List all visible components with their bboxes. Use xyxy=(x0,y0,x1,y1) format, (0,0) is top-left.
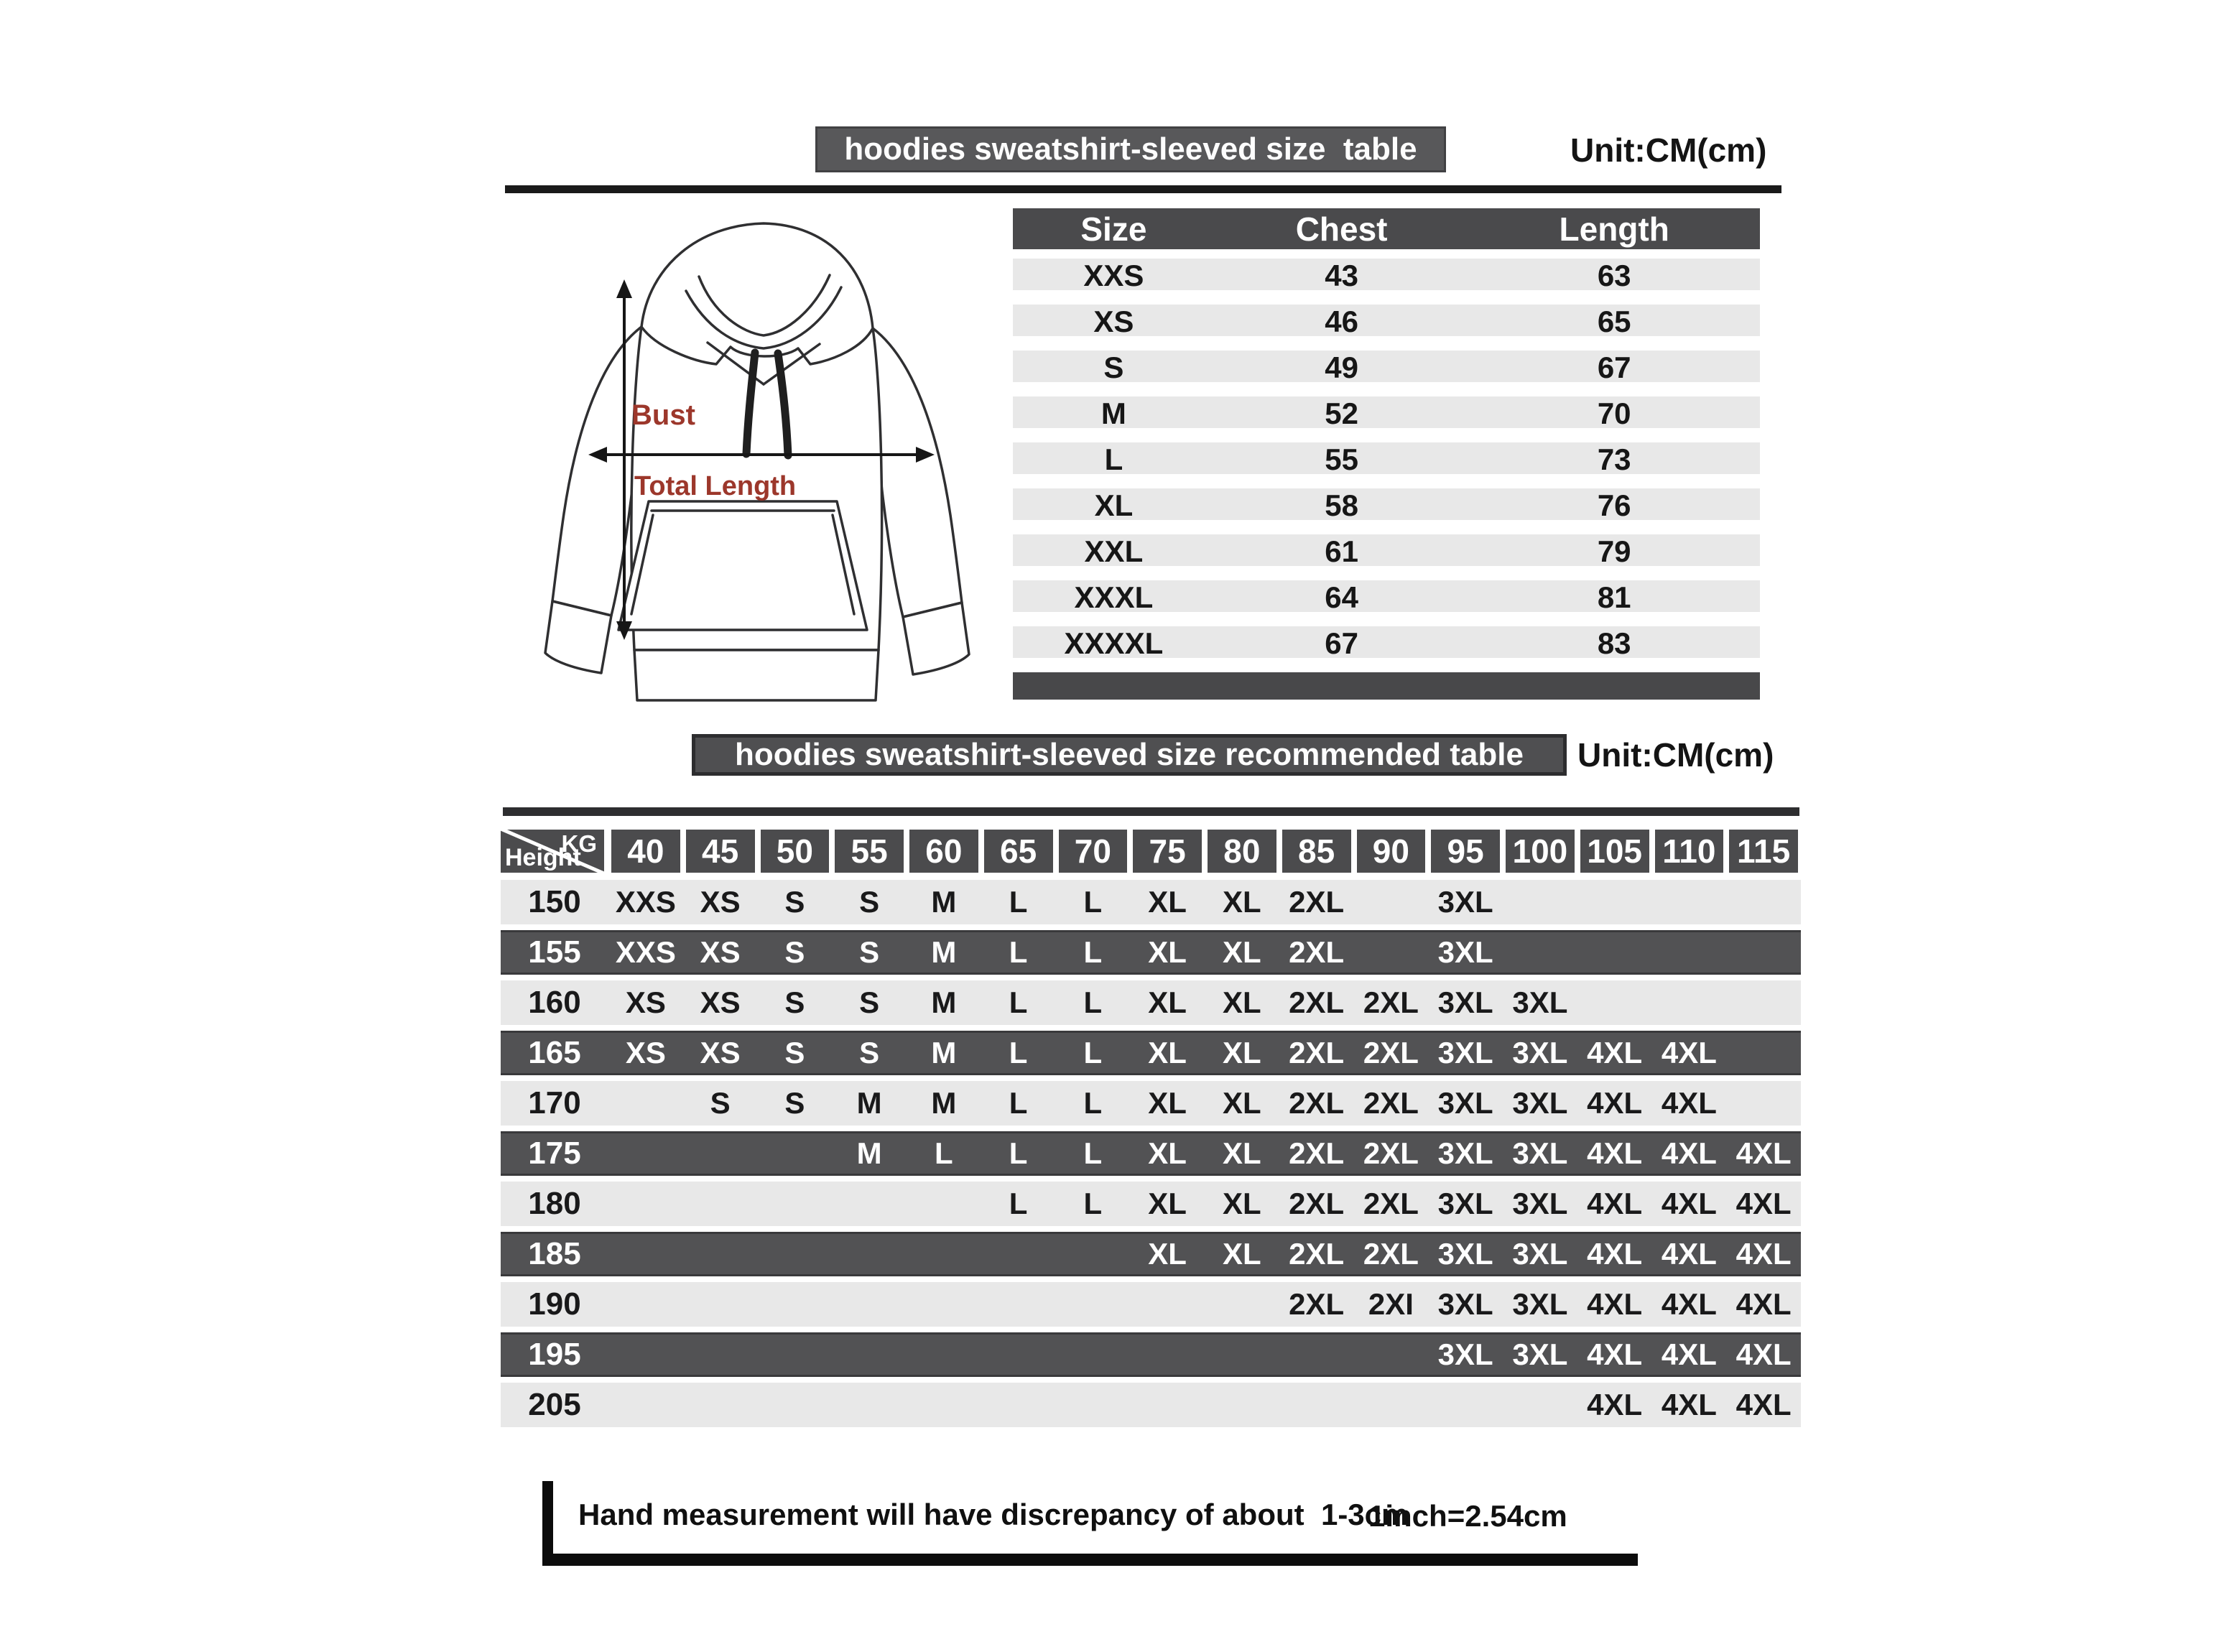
size-table-row xyxy=(1013,488,1760,520)
kg-column-header: 100 xyxy=(1506,830,1575,873)
kg-column-header: 45 xyxy=(686,830,755,873)
recommend-row xyxy=(501,1131,1801,1176)
recommend-size-cell: XL xyxy=(1148,1136,1187,1170)
recommend-size-cell: 2XL xyxy=(1289,1036,1345,1069)
recommend-size-cell: L xyxy=(1009,985,1028,1019)
kg-label: KG xyxy=(561,830,597,857)
kg-column-header: 65 xyxy=(984,830,1053,873)
length-cell: 76 xyxy=(1597,488,1631,522)
chest-cell: 58 xyxy=(1325,488,1358,522)
recommend-size-cell: L xyxy=(1009,1086,1028,1120)
size-cell: XXXXL xyxy=(1064,626,1164,660)
kg-column-header: 60 xyxy=(909,830,978,873)
size-table-row-bar xyxy=(1013,488,1760,520)
size-cell: S xyxy=(1103,351,1124,384)
size-table-row xyxy=(1013,442,1760,474)
recommend-row xyxy=(501,880,1801,924)
length-cell: 81 xyxy=(1597,580,1631,614)
recommend-size-cell: 4XL xyxy=(1661,1036,1717,1069)
recommend-size-cell: L xyxy=(1009,1036,1028,1069)
chest-cell: 64 xyxy=(1325,580,1358,614)
size-table-row xyxy=(1013,351,1760,382)
recommend-size-cell: S xyxy=(710,1086,731,1120)
length-cell: 65 xyxy=(1597,305,1631,338)
chest-cell: 55 xyxy=(1325,442,1358,476)
recommend-size-cell: 2XL xyxy=(1363,1136,1419,1170)
recommend-size-cell: XXS xyxy=(615,885,676,919)
recommend-size-cell: L xyxy=(1009,885,1028,919)
height-row-label: 185 xyxy=(528,1236,581,1271)
bust-label: Bust xyxy=(631,399,695,431)
size-table-row xyxy=(1013,626,1760,658)
chest-cell: 67 xyxy=(1325,626,1358,660)
recommend-size-cell: XS xyxy=(625,985,666,1019)
recommend-size-cell: M xyxy=(856,1136,882,1170)
kg-column-header: 40 xyxy=(611,830,680,873)
hoodie-hem-band xyxy=(634,650,879,700)
recommend-size-cell: XL xyxy=(1223,935,1261,969)
recommend-size-cell: 4XL xyxy=(1661,1086,1717,1120)
chest-cell: 61 xyxy=(1325,534,1358,568)
recommend-size-cell: 3XL xyxy=(1512,1036,1568,1069)
recommend-size-cell: 4XL xyxy=(1587,1237,1643,1271)
recommend-size-cell: M xyxy=(931,985,957,1019)
recommend-size-cell: 2XL xyxy=(1289,1237,1345,1271)
recommend-size-cell: 4XL xyxy=(1587,1036,1643,1069)
recommend-size-cell: M xyxy=(931,1036,957,1069)
recommend-size-cell: 3XL xyxy=(1512,1237,1568,1271)
matrix-rows xyxy=(501,880,1801,1427)
size-table-title-bar xyxy=(815,126,1446,172)
hoodie-diagram xyxy=(527,205,1008,733)
hoodie-left-sleeve xyxy=(552,327,641,616)
size-cell: XS xyxy=(1093,305,1134,338)
kg-height-corner-cell xyxy=(501,830,604,873)
recommend-size-cell: L xyxy=(1009,1187,1028,1220)
recommend-size-cell: 2XL xyxy=(1289,985,1345,1019)
recommend-row xyxy=(501,1232,1801,1276)
recommend-size-cell: 3XL xyxy=(1512,1337,1568,1371)
size-cell: XL xyxy=(1094,488,1134,522)
kg-column-header: 80 xyxy=(1208,830,1276,873)
recommend-row xyxy=(501,930,1801,975)
recommend-size-cell: 3XL xyxy=(1437,935,1493,969)
top-divider-line xyxy=(505,185,1781,193)
size-table-row-bar xyxy=(1013,580,1760,612)
length-column-header: Length xyxy=(1559,210,1669,248)
chest-cell: 46 xyxy=(1325,305,1358,338)
kg-column-header: 50 xyxy=(761,830,830,873)
recommend-size-cell: S xyxy=(859,935,880,969)
hoodie-left-cuff xyxy=(545,601,611,673)
height-row-label: 165 xyxy=(528,1035,581,1070)
height-label: Height xyxy=(505,844,581,871)
height-row-label: 175 xyxy=(528,1136,581,1171)
kg-column-header: 95 xyxy=(1431,830,1500,873)
recommend-size-cell: 4XL xyxy=(1661,1388,1717,1421)
recommend-size-cell: XL xyxy=(1148,1187,1187,1220)
measurement-discrepancy-note: Hand measurement will have discrepancy of about 1-3cm xyxy=(578,1498,1409,1531)
recommend-size-cell: 4XL xyxy=(1736,1136,1792,1170)
size-table-title: hoodies sweatshirt-sleeved size table xyxy=(844,131,1417,167)
recommend-row xyxy=(501,1031,1801,1075)
size-column-header: Size xyxy=(1080,210,1147,248)
length-cell: 70 xyxy=(1597,396,1631,430)
recommend-size-cell: S xyxy=(784,935,805,969)
recommend-size-cell: 4XL xyxy=(1587,1136,1643,1170)
kg-column-header: 55 xyxy=(835,830,904,873)
recommend-size-cell: XL xyxy=(1223,1237,1261,1271)
chest-cell: 52 xyxy=(1325,396,1358,430)
recommend-size-cell: S xyxy=(784,1036,805,1069)
size-table-row-bar xyxy=(1013,534,1760,566)
recommend-size-cell: 3XL xyxy=(1512,985,1568,1019)
size-cell: XXL xyxy=(1084,534,1144,568)
recommend-size-cell: L xyxy=(935,1136,953,1170)
recommend-size-cell: 4XL xyxy=(1736,1237,1792,1271)
recommend-size-cell: S xyxy=(859,985,880,1019)
kg-column-header: 75 xyxy=(1133,830,1202,873)
recommend-size-cell: 2XL xyxy=(1289,885,1345,919)
unit-label-top: Unit:CM(cm) xyxy=(1570,131,1767,169)
recommend-size-cell: M xyxy=(931,1086,957,1120)
height-row-label: 180 xyxy=(528,1186,581,1221)
recommend-row xyxy=(501,1332,1801,1377)
recommend-size-cell: S xyxy=(859,885,880,919)
recommend-size-cell: XL xyxy=(1223,985,1261,1019)
recommend-size-cell: 2XL xyxy=(1289,1287,1345,1321)
recommend-size-cell: 4XL xyxy=(1661,1136,1717,1170)
recommend-size-cell: 4XL xyxy=(1736,1287,1792,1321)
size-table-row xyxy=(1013,580,1760,612)
recommend-size-cell: 4XL xyxy=(1736,1337,1792,1371)
length-cell: 79 xyxy=(1597,534,1631,568)
recommend-size-cell: 4XL xyxy=(1661,1287,1717,1321)
recommend-size-cell: L xyxy=(1009,1136,1028,1170)
recommend-size-cell: L xyxy=(1009,935,1028,969)
recommend-size-cell: XL xyxy=(1148,935,1187,969)
recommend-size-cell: 2XL xyxy=(1363,1237,1419,1271)
recommend-size-cell: 4XL xyxy=(1661,1237,1717,1271)
kangaroo-pocket xyxy=(618,501,867,630)
height-row-label: 170 xyxy=(528,1085,581,1120)
size-cell: M xyxy=(1100,396,1126,430)
recommend-size-cell: L xyxy=(1083,1136,1103,1170)
size-table-row-bar xyxy=(1013,442,1760,474)
recommend-size-cell: XL xyxy=(1223,1036,1261,1069)
size-cell: L xyxy=(1104,442,1123,476)
recommend-size-cell: 2XL xyxy=(1363,1187,1419,1220)
size-table-row-bar xyxy=(1013,305,1760,336)
chest-column-header: Chest xyxy=(1295,210,1388,248)
recommend-size-cell: 4XL xyxy=(1661,1337,1717,1371)
recommend-size-cell: 4XL xyxy=(1736,1187,1792,1220)
recommend-size-cell: M xyxy=(856,1086,882,1120)
recommend-size-cell: 4XL xyxy=(1661,1187,1717,1220)
recommend-size-cell: S xyxy=(859,1036,880,1069)
kg-column-header: 105 xyxy=(1580,830,1649,873)
height-row-label: 190 xyxy=(528,1286,581,1322)
recommend-size-cell: 2XL xyxy=(1363,1036,1419,1069)
recommend-size-cell: XS xyxy=(700,985,741,1019)
length-cell: 83 xyxy=(1597,626,1631,660)
hoodie-right-cuff xyxy=(903,603,969,674)
size-measurement-table xyxy=(1013,208,1760,700)
recommend-size-cell: XS xyxy=(700,1036,741,1069)
footnote-underline xyxy=(542,1554,1638,1566)
length-cell: 63 xyxy=(1597,259,1631,292)
recommend-size-cell: 3XL xyxy=(1437,1036,1493,1069)
recommend-size-cell: XL xyxy=(1148,1086,1187,1120)
recommend-size-cell: 4XL xyxy=(1587,1388,1643,1421)
recommend-size-cell: XS xyxy=(625,1036,666,1069)
size-table-row xyxy=(1013,259,1760,290)
recommend-size-cell: XL xyxy=(1148,1237,1187,1271)
recommend-size-cell: 2XL xyxy=(1289,1086,1345,1120)
recommend-size-cell: 3XL xyxy=(1437,885,1493,919)
kg-column-header: 115 xyxy=(1729,830,1798,873)
recommend-size-cell: XL xyxy=(1223,1187,1261,1220)
size-cell: XXS xyxy=(1083,259,1144,292)
recommend-size-cell: XS xyxy=(700,935,741,969)
height-row-label: 155 xyxy=(528,934,581,970)
recommend-size-cell: L xyxy=(1083,985,1103,1019)
kg-column-header: 70 xyxy=(1059,830,1128,873)
recommend-size-cell: 2XL xyxy=(1363,1086,1419,1120)
recommend-row xyxy=(501,980,1801,1025)
recommended-table-title: hoodies sweatshirt-sleeved size recommended table xyxy=(735,737,1524,772)
recommend-size-cell: 3XL xyxy=(1437,1086,1493,1120)
recommend-size-cell: 4XL xyxy=(1587,1187,1643,1220)
recommend-size-cell: 2XL xyxy=(1289,1187,1345,1220)
recommend-size-cell: 3XL xyxy=(1437,1187,1493,1220)
height-row-label: 205 xyxy=(528,1387,581,1422)
recommend-size-cell: 2XI xyxy=(1368,1287,1414,1321)
recommend-size-cell: 2XL xyxy=(1363,985,1419,1019)
recommend-size-cell: M xyxy=(931,935,957,969)
recommend-size-cell: L xyxy=(1083,1086,1103,1120)
recommend-size-cell: 4XL xyxy=(1587,1287,1643,1321)
size-table-rows xyxy=(1013,259,1760,658)
recommend-size-cell: 4XL xyxy=(1736,1388,1792,1421)
recommend-size-cell: M xyxy=(931,885,957,919)
middle-divider-line xyxy=(503,807,1799,816)
size-table-row-bar xyxy=(1013,626,1760,658)
size-table-row-bar xyxy=(1013,259,1760,290)
recommend-row xyxy=(501,1383,1801,1427)
size-table-row xyxy=(1013,305,1760,336)
height-row-label: 195 xyxy=(528,1337,581,1372)
kg-column-header: 85 xyxy=(1282,830,1351,873)
recommend-size-cell: L xyxy=(1083,935,1103,969)
recommend-size-cell: XL xyxy=(1223,1136,1261,1170)
recommend-size-cell: L xyxy=(1083,1187,1103,1220)
recommend-size-cell: 3XL xyxy=(1437,1337,1493,1371)
recommended-table-title-bar xyxy=(692,734,1567,776)
recommend-size-cell: 4XL xyxy=(1587,1337,1643,1371)
recommend-size-cell: XS xyxy=(700,885,741,919)
unit-label-bottom: Unit:CM(cm) xyxy=(1577,736,1774,774)
recommend-size-cell: 3XL xyxy=(1512,1136,1568,1170)
recommend-size-cell: 2XL xyxy=(1289,1136,1345,1170)
size-recommendation-matrix xyxy=(501,830,1801,1433)
chest-cell: 43 xyxy=(1325,259,1358,292)
size-cell: XXXL xyxy=(1074,580,1154,614)
hoodie-right-sleeve xyxy=(873,328,962,617)
recommend-row xyxy=(501,1182,1801,1226)
total-length-label: Total Length xyxy=(634,471,797,501)
size-table-header xyxy=(1013,208,1760,249)
size-table-footer-bar xyxy=(1013,672,1760,700)
recommend-size-cell: XL xyxy=(1223,1086,1261,1120)
recommend-size-cell: S xyxy=(784,985,805,1019)
recommend-size-cell: 3XL xyxy=(1437,1287,1493,1321)
height-row-label: 150 xyxy=(528,884,581,919)
recommend-size-cell: 3XL xyxy=(1512,1287,1568,1321)
recommend-size-cell: L xyxy=(1083,1036,1103,1069)
recommend-size-cell: L xyxy=(1083,885,1103,919)
size-table-row-bar xyxy=(1013,351,1760,382)
recommend-row xyxy=(501,1282,1801,1327)
kg-column-header: 110 xyxy=(1655,830,1724,873)
recommend-size-cell: 2XL xyxy=(1289,935,1345,969)
recommend-row xyxy=(501,1081,1801,1126)
recommend-size-cell: XL xyxy=(1148,1036,1187,1069)
recommend-size-cell: 3XL xyxy=(1437,1136,1493,1170)
length-cell: 67 xyxy=(1597,351,1631,384)
recommend-size-cell: S xyxy=(784,1086,805,1120)
kg-header-row xyxy=(501,830,1801,873)
size-table-row-bar xyxy=(1013,396,1760,428)
inch-conversion-note: 1inch=2.54cm xyxy=(1368,1499,1567,1533)
recommend-size-cell: 3XL xyxy=(1437,985,1493,1019)
recommend-size-cell: XXS xyxy=(615,935,676,969)
height-row-label: 160 xyxy=(528,985,581,1020)
recommend-size-cell: XL xyxy=(1148,885,1187,919)
recommend-size-cell: XL xyxy=(1223,885,1261,919)
recommend-size-cell: 3XL xyxy=(1512,1187,1568,1220)
recommend-size-cell: S xyxy=(784,885,805,919)
kg-column-header: 90 xyxy=(1357,830,1426,873)
recommend-size-cell: 4XL xyxy=(1587,1086,1643,1120)
chest-cell: 49 xyxy=(1325,351,1358,384)
recommend-size-cell: XL xyxy=(1148,985,1187,1019)
recommend-size-cell: 3XL xyxy=(1437,1237,1493,1271)
length-cell: 73 xyxy=(1597,442,1631,476)
size-table-row xyxy=(1013,534,1760,566)
size-table-row xyxy=(1013,396,1760,428)
recommend-size-cell: 3XL xyxy=(1512,1086,1568,1120)
